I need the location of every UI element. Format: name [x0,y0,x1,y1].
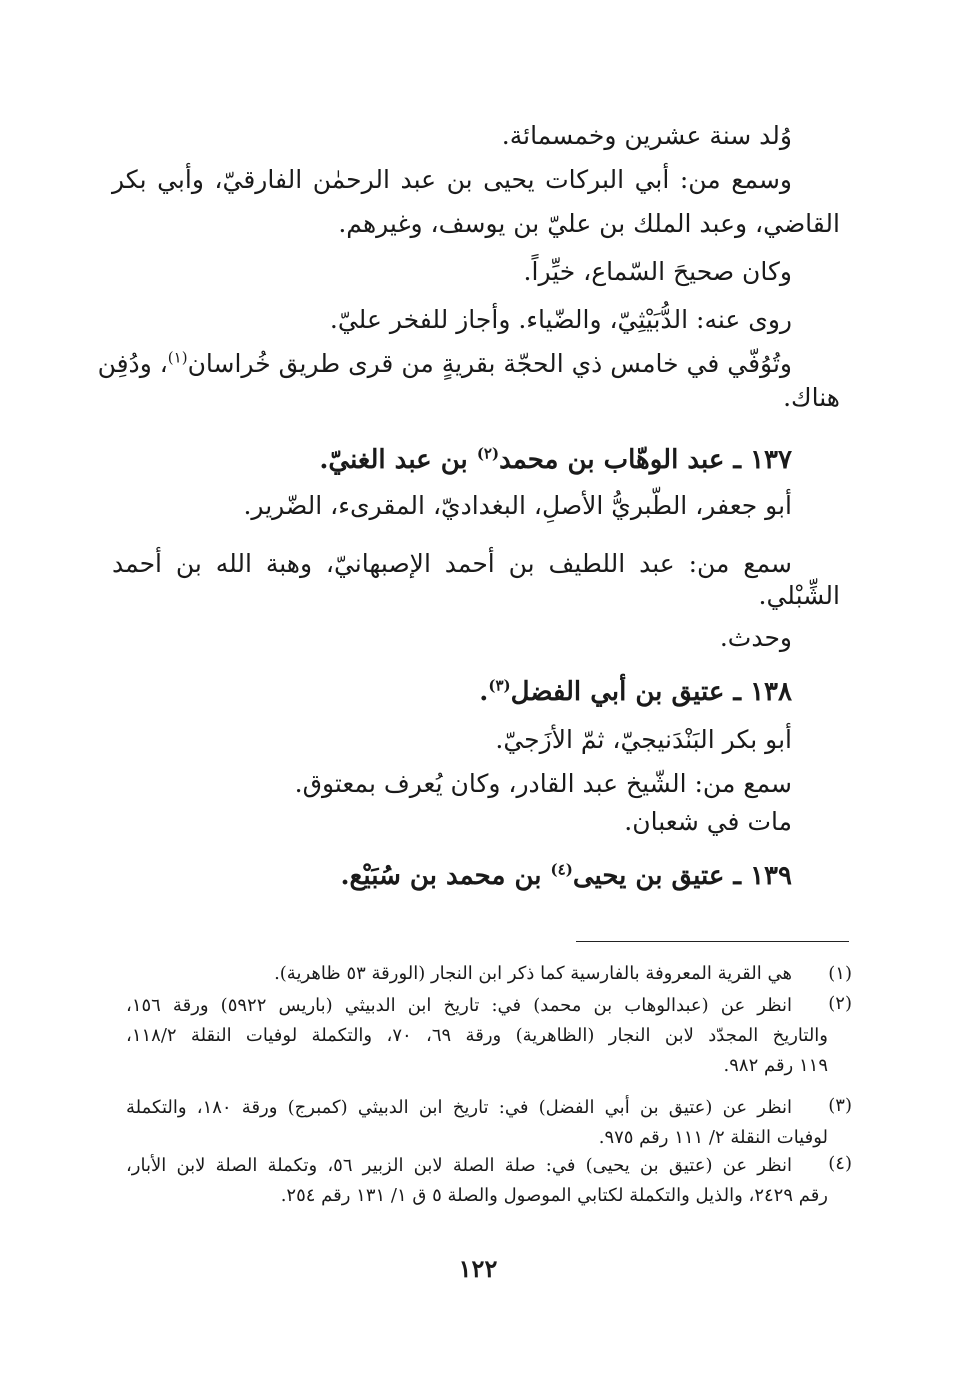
text-line: القاضي، وعبد الملك بن عليّ بن يوسف، وغيرهم. [338,209,840,238]
footnote-line: هي القرية المعروفة بالفارسية كما ذكر ابن النجار (الورقة ٥٣ ظاهرية). [274,963,792,984]
footnote-number: (١) [828,963,852,984]
text-line: مات في شعبان. [624,807,792,836]
text-line: وُلد سنة عشرين وخمسمائة. [501,121,792,150]
entry-heading [479,674,792,710]
entry-title-end: بن عبد الغنيّ. [319,445,477,475]
footnote-line: والتاريخ المجدّد لابن النجار (الظاهرية) ورقة ٦٩، ٧٠، والتكملة لوفيات النقلة ١١٨/٢، [126,1025,828,1046]
footnote-ref[interactable]: (٢) [476,444,500,463]
entry-title: ١٣٩ ـ عتيق بن يحيى [572,861,792,891]
text-line: وحدث. [719,623,792,652]
text-line: روى عنه: الدُّبَيْثِيّ، والضّياء. وأجاز للفخر عليّ. [329,305,792,334]
entry-title: ١٣٨ ـ عتيق بن أبي الفضل [510,677,792,707]
entry-title-end: بن محمد بن سُبَيْع. [340,861,551,891]
text-line: الشِّبْلي. [758,581,840,610]
text-line [97,346,792,382]
footnote-number: (٢) [828,993,852,1014]
text-line: وكان صحيحَ السّماع، خيِّراً. [523,257,792,286]
text-line: هناك. [783,383,840,412]
footnote-ref[interactable]: (٤) [550,860,573,879]
footnote-line: لوفيات النقلة ٢/ ١١١ رقم ٩٧٥. [598,1127,828,1148]
text-fragment: وتُوُفّي في خامس ذي الحجّة بقريةٍ من قرى طريق خُراسان [187,349,792,378]
entry-heading [341,858,793,894]
footnote-ref[interactable]: (١) [167,348,188,367]
footnote-line: انظر عن (عتيق بن يحيى) في: صلة الصلة لابن الزبير ٥٦، وتكملة الصلة لابن الأبار، [126,1155,792,1176]
entry-title: ١٣٧ ـ عبد الوهّاب بن محمد [499,445,792,475]
footnote-separator [576,941,849,942]
entry-title-end: . [479,677,489,707]
page-number: ١٢٢ [458,1254,498,1283]
entry-heading [319,442,792,478]
footnote-line: انظر عن (عبدالوهاب بن محمد) في: تاريخ ابن الدبيثي (باريس ٥٩٢٢) ورقة ١٥٦، [126,995,792,1016]
text-fragment: ، ودُفِن [97,349,168,378]
footnote-line: ١١٩ رقم ٩٨٢. [723,1055,828,1076]
text-line: وسمع من: أبي البركات يحيى بن عبد الرحمٰن الفارقيّ، وأبي بكر [112,165,792,194]
footnote-number: (٣) [828,1095,852,1116]
footnote-line: انظر عن (عتيق بن أبي الفضل) في: تاريخ ابن الدبيثي (كمبرج) ورقة ١٨٠، والتكملة [126,1097,792,1118]
text-line: سمع من: عبد اللطيف بن أحمد الإصبهانيّ، وهبة الله بن أحمد [112,549,792,578]
text-line: أبو بكر البَنْدَنيجيّ، ثمّ الأزَجيّ. [495,725,792,754]
footnote-line: رقم ٢٤٢٩، والذيل والتكملة لكتابي الموصول والصلة ٥ ق ١/ ١٣١ رقم ٢٥٤. [280,1185,828,1206]
footnote-ref[interactable]: (٣) [488,676,511,695]
footnote-number: (٤) [828,1153,852,1174]
text-line: سمع من: الشّيخ عبد القادر، وكان يُعرف بمعتوق. [294,769,792,798]
text-line: أبو جعفر، الطّبريُّ الأصلِ، البغداديّ، المقرىء، الضّرير. [243,491,792,520]
